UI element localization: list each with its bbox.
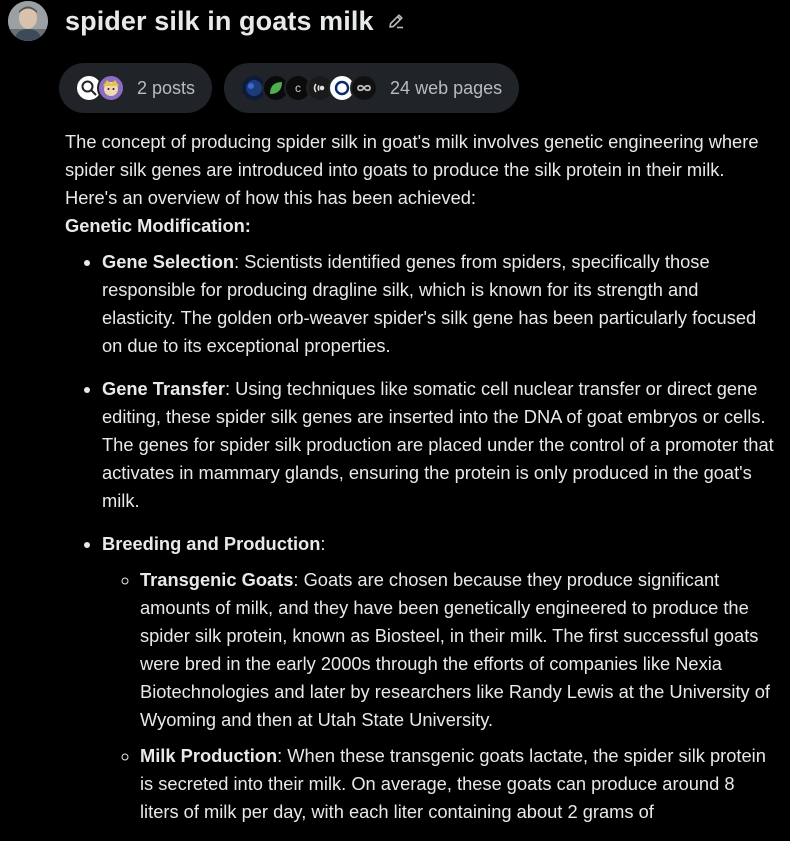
web-sources-button[interactable] [224,63,519,113]
answer-body [65,128,775,841]
edit-icon[interactable] [386,11,406,31]
list-item [102,530,775,826]
intro-paragraph: The concept of producing spider silk in goat's milk involves genetic engineering where spider silk genes are introduced into goats to produce the silk protein in their milk. Here's an overview of how this has been achieved: [65,131,759,208]
sub-list [102,566,775,826]
web-pages-count-label: 24 web pages [390,77,503,98]
header [8,0,406,42]
main-list [65,248,775,826]
infinity-icon [350,74,378,102]
list-item-term: Breeding and Production [102,533,321,554]
sub-list-item [140,742,775,826]
sub-list-item-term: Transgenic Goats [140,569,294,590]
posts-favicons [75,74,125,102]
posts-sources-button[interactable] [59,63,212,113]
list-item [102,248,775,360]
web-favicons [240,74,378,102]
section-heading: Genetic Modification: [65,215,251,236]
list-item [102,375,775,515]
sub-list-item-term: Milk Production [140,745,278,766]
posts-count-label: 2 posts [137,77,196,98]
list-item-text: : [320,533,326,554]
page-title: spider silk in goats milk [65,5,374,36]
svg-text:c: c [295,81,302,95]
cartoon-avatar-icon [97,74,125,102]
sub-list-item-text: : Goats are chosen because they produce significant amounts of milk, and they have been genetically engineered to produce the spider silk protein, known as Biosteel, in their milk. The first successful goats were bred in the early 2000s through the efforts of companies like Nexia Biotechnologies and later by researchers like Randy Lewis at the University of Wyoming and then at Utah State University. [140,569,771,730]
list-item-text: : Using techniques like somatic cell nuclear transfer or direct gene editing, these spider silk genes are inserted into the DNA of goat embryos or cells. The genes for spider silk production are placed under the control of a promoter that activates in mammary glands, ensuring the protein is only produced in the goat's milk. [102,378,774,511]
sub-list-item [140,566,775,734]
sources-row [59,63,519,113]
list-item-text: : Scientists identified genes from spiders, specifically those responsible for producing dragline silk, which is known for its strength and elasticity. The golden orb-weaver spider's silk gene has been particularly focused on due to its exceptional properties. [102,251,757,356]
avatar[interactable] [8,1,48,41]
sub-list-item-text: : When these transgenic goats lactate, the spider silk protein is secreted into their milk. On average, these goats can produce around 8 liters of milk per day, with each liter containing about 2 grams of [140,745,766,822]
list-item-term: Gene Transfer [102,378,225,399]
list-item-term: Gene Selection [102,251,235,272]
